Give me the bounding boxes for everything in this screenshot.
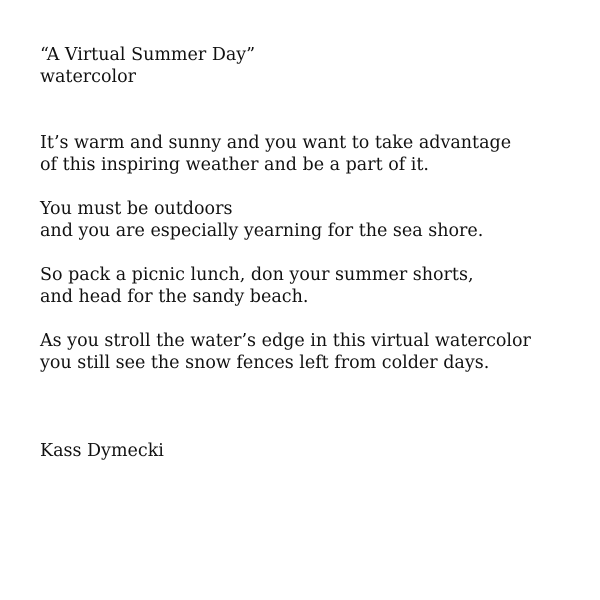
artwork-header — [40, 44, 580, 88]
stanza-1 — [40, 132, 580, 176]
artwork-title: “A Virtual Summer Day” — [40, 45, 256, 65]
stanza-line: As you stroll the water’s edge in this virtual watercolor — [40, 331, 531, 351]
stanza-line: and head for the sandy beach. — [40, 287, 309, 307]
stanza-2 — [40, 198, 580, 242]
stanza-line: So pack a picnic lunch, don your summer shorts, — [40, 265, 474, 285]
stanza-line: and you are especially yearning for the sea shore. — [40, 221, 484, 241]
stanza-line: You must be outdoors — [40, 199, 233, 219]
artwork-medium: watercolor — [40, 67, 137, 87]
stanza-3 — [40, 264, 580, 308]
stanza-4 — [40, 330, 580, 374]
author-name: Kass Dymecki — [40, 441, 164, 461]
stanza-line: you still see the snow fences left from colder days. — [40, 353, 490, 373]
stanza-line: It’s warm and sunny and you want to take advantage — [40, 133, 512, 153]
document-page — [40, 44, 580, 462]
stanza-line: of this inspiring weather and be a part of it. — [40, 155, 429, 175]
author-signature — [40, 440, 580, 462]
